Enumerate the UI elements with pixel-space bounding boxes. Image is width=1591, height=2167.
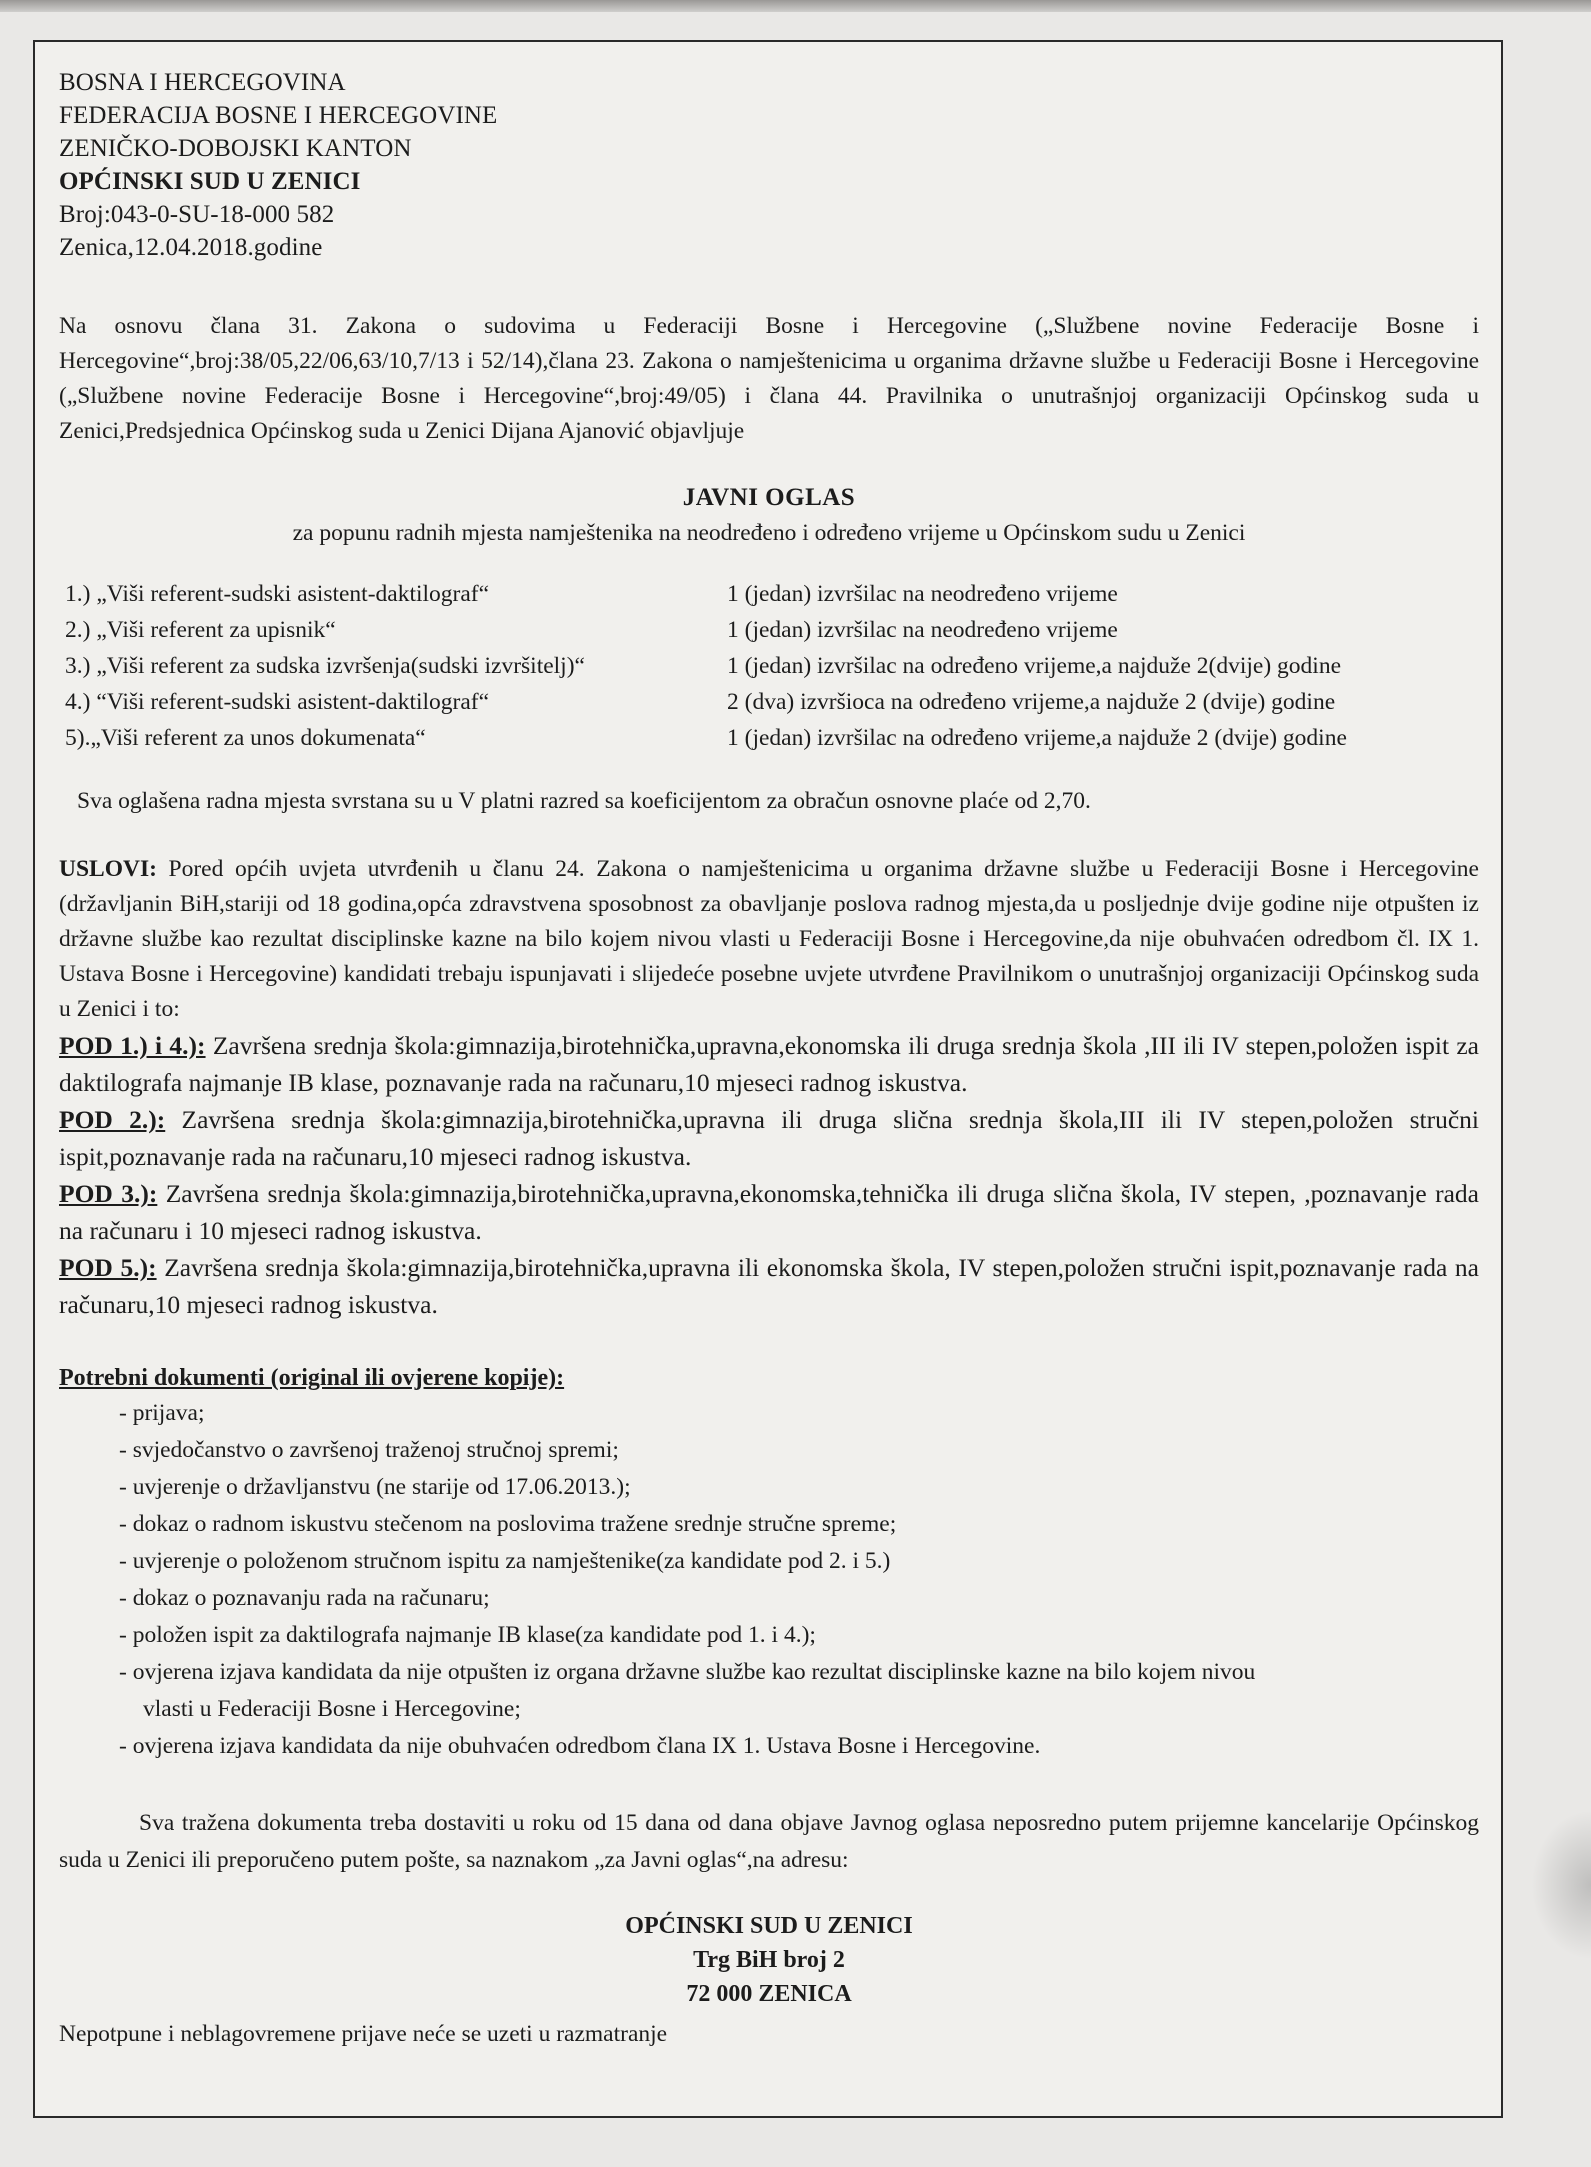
notice-content <box>59 66 1479 2051</box>
document-item: - prijava; <box>119 1400 205 1426</box>
requirement-item <box>59 1249 1479 1323</box>
position-row <box>59 612 1479 648</box>
document-date: Zenica,12.04.2018.godine <box>59 234 323 261</box>
position-detail: 1 (jedan) izvršilac na neodređeno vrijeme <box>727 617 1118 643</box>
letterhead-federation: FEDERACIJA BOSNE I HERCEGOVINE <box>59 102 498 129</box>
documents-list <box>59 1395 1479 1765</box>
conditions-label: USLOVI: <box>59 856 157 882</box>
address-line-court: OPĆINSKI SUD U ZENICI <box>625 1913 913 1939</box>
requirement-text: Završena srednja škola:gimnazija,birotehnička,upravna,ekonomska,tehnička ili druga slična škola, IV stepen, ,poznavanje rada na računaru i 10 mjeseci radnog iskustva. <box>59 1179 1479 1245</box>
position-row <box>59 720 1479 756</box>
requirement-text: Završena srednja škola:gimnazija,birotehnička,upravna,ekonomska ili druga srednja škola ,III ili IV stepen,položen ispit za daktilografa najmanje IB klase, poznavanje rada na računaru,10 mjeseci radnog iskustva. <box>59 1031 1479 1097</box>
document-item-continuation: vlasti u Federaciji Bosne i Hercegovine; <box>143 1696 521 1722</box>
document-item: - ovjerena izjava kandidata da nije otpušten iz organa državne službe kao rezultat disciplinske kazne na bilo kojem nivou <box>119 1659 1256 1685</box>
document-item: - svjedočanstvo o završenoj traženoj stručnoj spremi; <box>119 1437 619 1463</box>
footer-note: Nepotpune i neblagovremene prijave neće se uzeti u razmatranje <box>59 2021 668 2047</box>
requirement-label: POD 1.) i 4.): <box>59 1031 206 1060</box>
requirement-label: POD 2.): <box>59 1105 166 1134</box>
position-name: 1.) „Viši referent-sudski asistent-daktilograf“ <box>65 581 490 607</box>
requirement-item <box>59 1175 1479 1249</box>
requirement-item <box>59 1027 1479 1101</box>
position-detail: 1 (jedan) izvršilac na određeno vrijeme,a najduže 2 (dvije) godine <box>727 725 1347 751</box>
position-row <box>59 648 1479 684</box>
position-row <box>59 684 1479 720</box>
requirement-text: Završena srednja škola:gimnazija,birotehnička,upravna ili ekonomska škola, IV stepen,položen stručni ispit,poznavanje rada na računaru,10 mjeseci radnog iskustva. <box>59 1253 1479 1319</box>
document-item: - uvjerenje o državljanstvu (ne starije od 17.06.2013.); <box>119 1474 631 1500</box>
letterhead <box>59 66 1479 264</box>
position-name: 2.) „Viši referent za upisnik“ <box>65 617 336 643</box>
position-detail: 1 (jedan) izvršilac na neodređeno vrijeme <box>727 581 1118 607</box>
position-name: 5).„Viši referent za unos dokumenata“ <box>65 725 426 751</box>
position-detail: 2 (dva) izvršioca na određeno vrijeme,a najduže 2 (dvije) godine <box>727 689 1336 715</box>
position-detail: 1 (jedan) izvršilac na određeno vrijeme,a najduže 2(dvije) godine <box>727 653 1342 679</box>
scan-smudge <box>1531 1810 1591 1960</box>
notice-frame <box>33 40 1503 2118</box>
letterhead-canton: ZENIČKO-DOBOJSKI KANTON <box>59 135 412 162</box>
document-item: - položen ispit za daktilografa najmanje IB klase(za kandidate pod 1. i 4.); <box>119 1622 816 1648</box>
legal-basis-paragraph: Na osnovu člana 31. Zakona o sudovima u Federaciji Bosne i Hercegovine („Službene novine Federacije Bosne i Hercegovine“,broj:38/05,22/06,63/10,7/13 i 52/14),člana 23. Zakona o namještenicima u organima državne službe u Federaciji Bosne i Hercegovine („Službene novine Federacije Bosne i Hercegovine“,broj:49/05) i člana 44. Pravilnika o unutrašnjoj organizaciji Općinskog suda u Zenici,Predsjednica Općinskog suda u Zenici Dijana Ajanović objavljuje <box>59 313 1479 444</box>
letterhead-country: BOSNA I HERCEGOVINA <box>59 69 346 96</box>
salary-grade-note: Sva oglašena radna mjesta svrstana su u V platni razred sa koeficijentom za obračun osnovne plaće od 2,70. <box>77 788 1091 814</box>
conditions-paragraph <box>59 852 1479 1027</box>
requirement-label: POD 3.): <box>59 1179 158 1208</box>
document-item: - uvjerenje o položenom stručnom ispitu za namještenike(za kandidate pod 2. i 5.) <box>119 1548 891 1574</box>
position-name: 3.) „Viši referent za sudska izvršenja(sudski izvršitelj)“ <box>65 653 585 679</box>
document-item: - dokaz o poznavanju rada na računaru; <box>119 1585 490 1611</box>
notice-subtitle: za popunu radnih mjesta namještenika na neodređeno i određeno vrijeme u Općinskom sudu u Zenici <box>292 520 1246 546</box>
document-item: - ovjerena izjava kandidata da nije obuhvaćen odredbom člana IX 1. Ustava Bosne i Hercegovine. <box>119 1733 1041 1759</box>
position-name: 4.) “Viši referent-sudski asistent-daktilograf“ <box>65 689 490 715</box>
court-address <box>59 1909 1479 2011</box>
submission-instructions: Sva tražena dokumenta treba dostaviti u roku od 15 dana od dana objave Javnog oglasa neposredno putem prijemne kancelarije Općinskog suda u Zenici ili preporučeno putem pošte, sa naznakom „za Javni oglas“,na adresu: <box>59 1810 1479 1873</box>
requirement-item <box>59 1101 1479 1175</box>
document-item: - dokaz o radnom iskustvu stečenom na poslovima tražene srednje stručne spreme; <box>119 1511 897 1537</box>
position-row <box>59 576 1479 612</box>
address-line-city: 72 000 ZENICA <box>686 1981 852 2007</box>
conditions-text: Pored općih uvjeta utvrđenih u članu 24. Zakona o namještenicima u organima državne službe u Federaciji Bosne i Hercegovine (državljanin BiH,stariji od 18 godina,opća zdravstvena sposobnost za obavljanje poslova radnog mjesta,da u posljednje dvije godine nije otpušten iz državne službe kao rezultat disciplinske kazne na bilo kojem nivou vlasti u Federaciji Bosne i Hercegovine,da nije obuhvaćen odredbom čl. IX 1. Ustava Bosne i Hercegovine) kandidati trebaju ispunjavati i slijedeće posebne uvjete utvrđene Pravilnikom o unutrašnjoj organizaciji Općinskog suda u Zenici i to: <box>59 856 1479 1022</box>
document-number: Broj:043-0-SU-18-000 582 <box>59 201 335 228</box>
requirement-text: Završena srednja škola:gimnazija,birotehnička,upravna ili druga slična srednja škola,III ili IV stepen,položen stručni ispit,poznavanje rada na računaru,10 mjeseci radnog iskustva. <box>59 1105 1479 1171</box>
positions-list <box>59 576 1479 756</box>
requirement-label: POD 5.): <box>59 1253 157 1282</box>
letterhead-court: OPĆINSKI SUD U ZENICI <box>59 168 361 195</box>
address-line-street: Trg BiH broj 2 <box>693 1947 845 1973</box>
notice-title: JAVNI OGLAS <box>682 484 856 511</box>
scan-edge <box>0 0 1591 12</box>
documents-heading: Potrebni dokumenti (original ili ovjerene kopije): <box>59 1365 565 1391</box>
